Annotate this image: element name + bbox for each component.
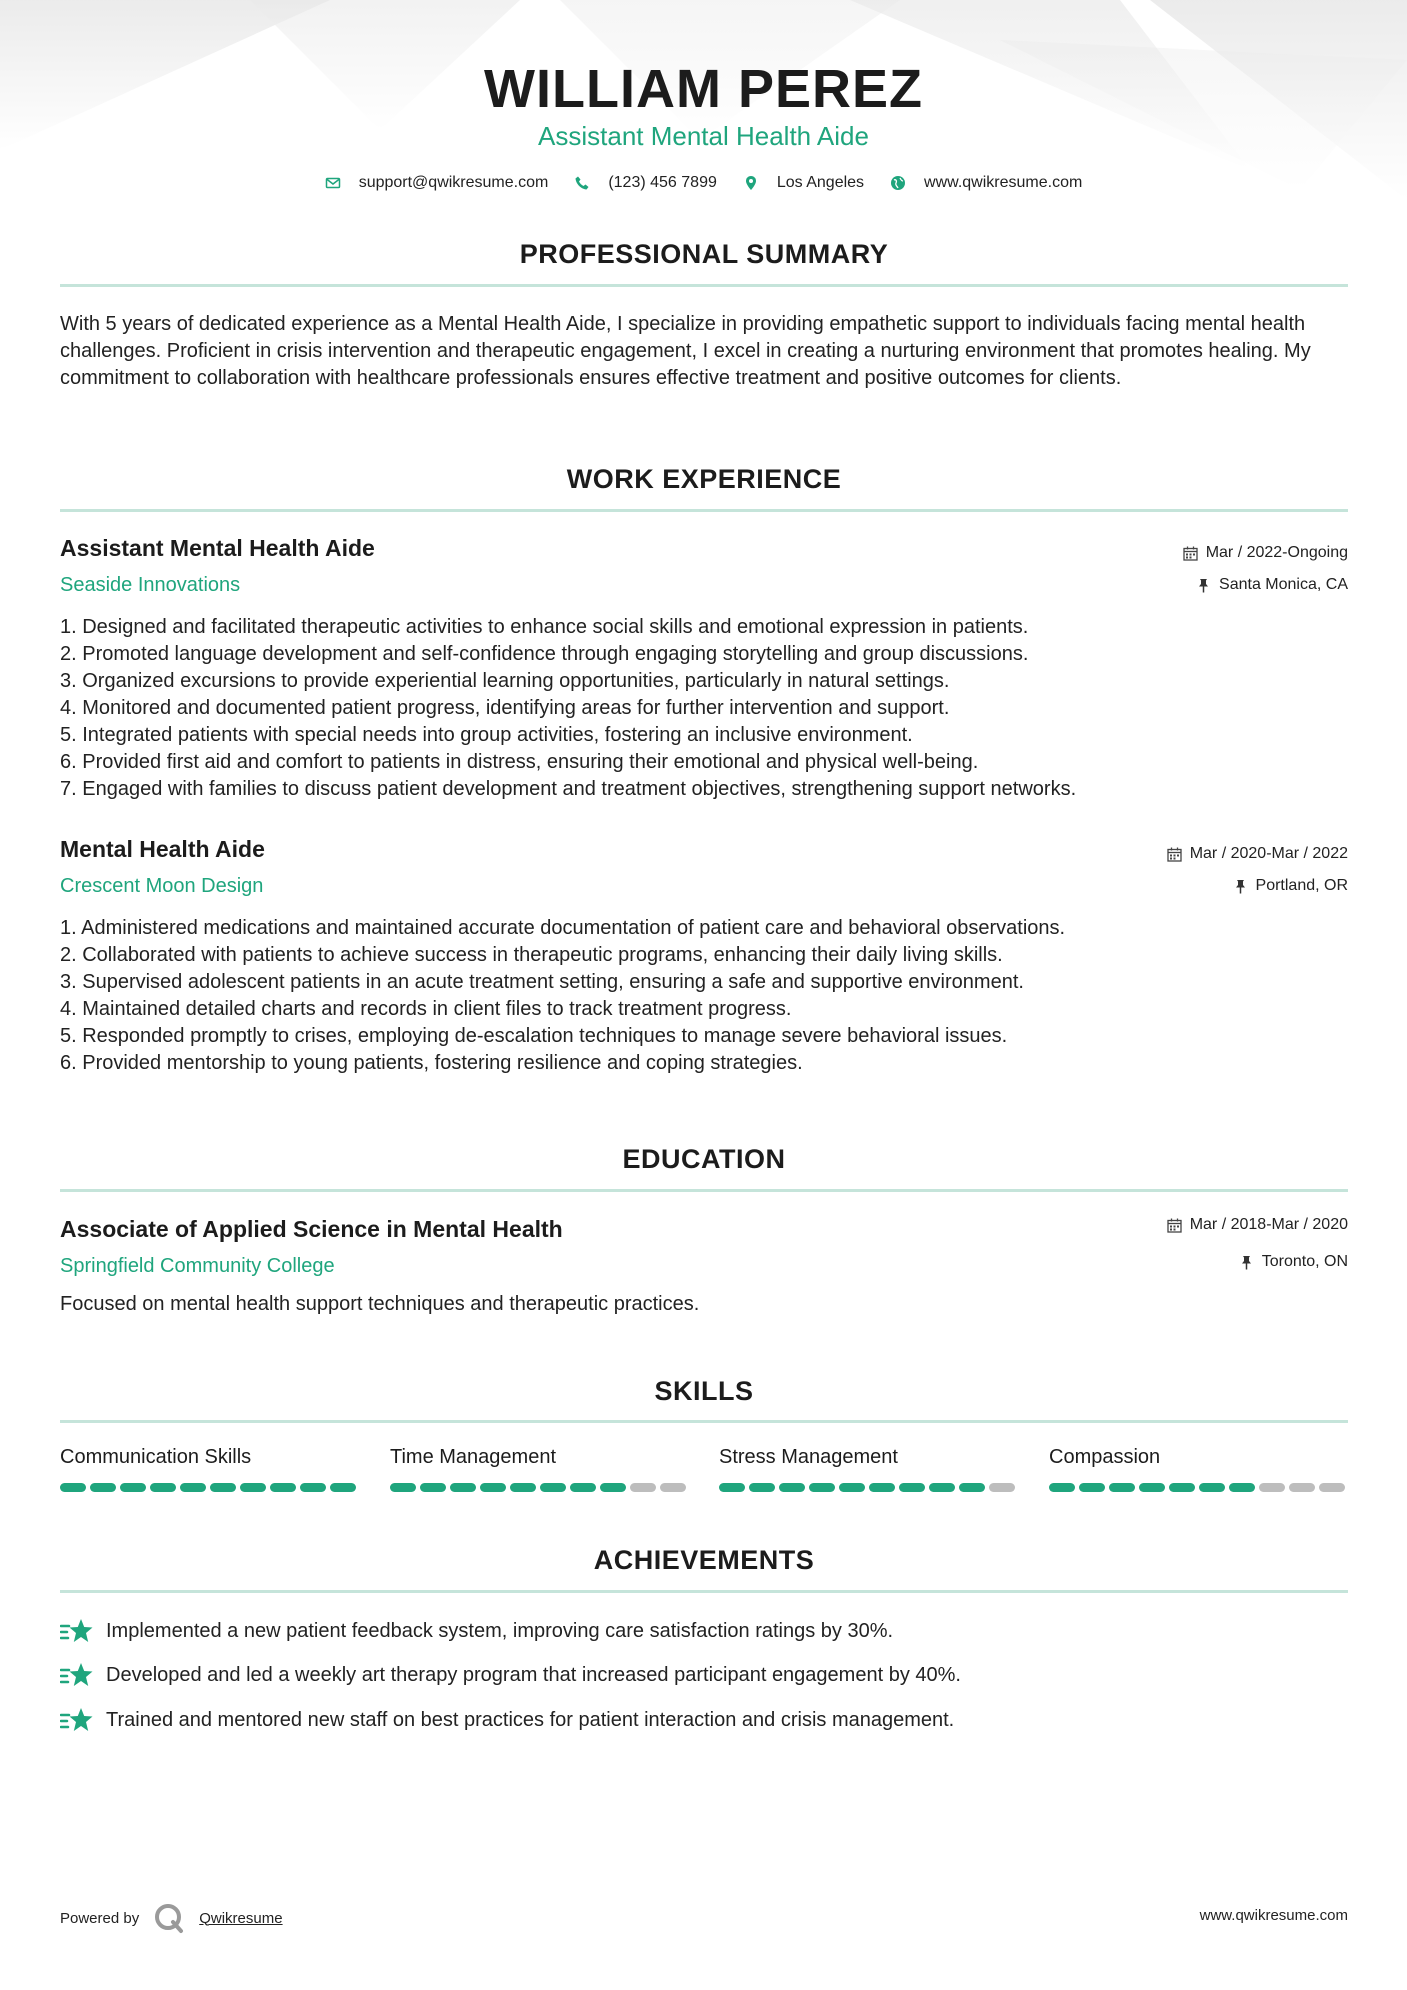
skill-segment-filled	[570, 1483, 596, 1492]
job-location-2	[1233, 877, 1348, 895]
education-date	[1167, 1216, 1348, 1234]
list-item: 5. Responded promptly to crises, employing de-escalation techniques to manage severe behavioral issues.	[60, 1025, 1008, 1047]
job-date-1	[1183, 544, 1348, 562]
skill-segment-filled	[150, 1483, 176, 1492]
pushpin-icon	[1239, 1255, 1254, 1270]
education-heading: EDUCATION	[622, 1144, 786, 1174]
skill-segment-empty	[630, 1483, 656, 1492]
skill-segment-filled	[809, 1483, 835, 1492]
contact-bar	[0, 174, 1407, 192]
skill-segment-filled	[390, 1483, 416, 1492]
skill-segment-filled	[600, 1483, 626, 1492]
skill-segment-filled	[510, 1483, 536, 1492]
skill-rating-bar	[719, 1483, 1019, 1492]
skill-segment-filled	[450, 1483, 476, 1492]
job-location-1	[1196, 576, 1348, 594]
skill-segment-filled	[1049, 1483, 1075, 1492]
skill-label: Stress Management	[719, 1446, 898, 1468]
contact-location-text: Los Angeles	[776, 174, 865, 191]
achievement-text: Developed and led a weekly art therapy program that increased participant engagement by 40%.	[106, 1663, 961, 1686]
skill-rating-bar	[390, 1483, 690, 1492]
job-location-1-text: Santa Monica, CA	[1219, 576, 1348, 593]
qwikresume-link[interactable]: Qwikresume	[199, 1909, 283, 1927]
skill-segment-filled	[929, 1483, 955, 1492]
skill-segment-filled	[1199, 1483, 1225, 1492]
skill-segment-filled	[420, 1483, 446, 1492]
list-item: 1. Administered medications and maintained accurate documentation of patient care and behavioral observations.	[60, 917, 1066, 939]
skill-communication	[60, 1446, 360, 1492]
experience-divider	[60, 509, 1348, 512]
skill-segment-filled	[120, 1483, 146, 1492]
skill-label: Compassion	[1049, 1446, 1161, 1468]
skill-rating-bar	[1049, 1483, 1349, 1492]
list-item: 5. Integrated patients with special needs into group activities, fostering an inclusive environment.	[60, 724, 913, 746]
achievements-divider	[60, 1590, 1348, 1593]
star-speed-icon	[60, 1706, 93, 1734]
skill-segment-filled	[90, 1483, 116, 1492]
job-duties-2	[60, 915, 1348, 1077]
contact-email-text: support@qwikresume.com	[358, 174, 549, 191]
education-school: Springfield Community College	[60, 1255, 335, 1277]
skill-segment-filled	[959, 1483, 985, 1492]
list-item: 7. Engaged with families to discuss patient development and treatment objectives, strengthening support networks.	[60, 778, 1077, 800]
list-item: 3. Supervised adolescent patients in an acute treatment setting, ensuring a safe and supportive environment.	[60, 971, 1024, 993]
job-title-1: Assistant Mental Health Aide	[60, 535, 375, 561]
skills-divider	[60, 1420, 1348, 1423]
list-item: 1. Designed and facilitated therapeutic activities to enhance social skills and emotional expression in patients.	[60, 616, 1029, 638]
skill-segment-filled	[240, 1483, 266, 1492]
skill-stress-management	[719, 1446, 1019, 1492]
footer-website[interactable]: www.qwikresume.com	[1199, 1907, 1348, 1924]
skill-segment-filled	[899, 1483, 925, 1492]
skill-segment-filled	[210, 1483, 236, 1492]
qwikresume-logo-icon	[153, 1902, 185, 1934]
job-date-1-text: Mar / 2022-Ongoing	[1205, 544, 1348, 561]
skill-segment-filled	[1109, 1483, 1135, 1492]
summary-heading: PROFESSIONAL SUMMARY	[519, 239, 889, 269]
list-item: 2. Collaborated with patients to achieve success in therapeutic programs, enhancing their daily living skills.	[60, 944, 1003, 966]
skill-segment-filled	[300, 1483, 326, 1492]
candidate-name: WILLIAM PEREZ	[484, 59, 923, 119]
skill-segment-filled	[1169, 1483, 1195, 1492]
contact-website-text: www.qwikresume.com	[924, 174, 1083, 191]
list-item: 6. Provided mentorship to young patients, fostering resilience and coping strategies.	[60, 1052, 803, 1074]
contact-phone-text: (123) 456 7899	[608, 174, 717, 191]
skill-segment-filled	[1229, 1483, 1255, 1492]
skill-segment-filled	[270, 1483, 296, 1492]
footer-powered-by	[60, 1902, 283, 1934]
skill-rating-bar	[60, 1483, 360, 1492]
skill-segment-filled	[749, 1483, 775, 1492]
star-speed-icon	[60, 1617, 93, 1645]
skill-segment-filled	[719, 1483, 745, 1492]
skill-segment-filled	[869, 1483, 895, 1492]
contact-email[interactable]	[325, 174, 549, 192]
job-date-2-text: Mar / 2020-Mar / 2022	[1189, 845, 1348, 862]
skill-segment-empty	[1319, 1483, 1345, 1492]
skills-heading: SKILLS	[654, 1376, 754, 1406]
calendar-icon	[1183, 546, 1198, 561]
pushpin-icon	[1196, 578, 1211, 593]
list-item: 3. Organized excursions to provide experiential learning opportunities, particularly in natural settings.	[60, 670, 950, 692]
powered-by-label: Powered by	[60, 1909, 140, 1927]
achievement-item-1	[60, 1617, 893, 1645]
skill-segment-filled	[180, 1483, 206, 1492]
education-description: Focused on mental health support techniques and therapeutic practices.	[60, 1293, 700, 1315]
skill-compassion	[1049, 1446, 1349, 1492]
education-degree: Associate of Applied Science in Mental Health	[60, 1216, 563, 1242]
skill-segment-empty	[1289, 1483, 1315, 1492]
skill-label: Time Management	[390, 1446, 556, 1468]
map-pin-icon	[743, 175, 759, 191]
calendar-icon	[1167, 1218, 1182, 1233]
skill-segment-filled	[480, 1483, 506, 1492]
contact-phone[interactable]	[574, 174, 717, 192]
list-item: 4. Maintained detailed charts and records in client files to track treatment progress.	[60, 998, 792, 1020]
skill-segment-filled	[540, 1483, 566, 1492]
job-location-2-text: Portland, OR	[1255, 877, 1348, 894]
education-location-text: Toronto, ON	[1261, 1253, 1348, 1270]
job-date-2	[1167, 845, 1348, 863]
job-company-1: Seaside Innovations	[60, 574, 241, 596]
star-speed-icon	[60, 1661, 93, 1689]
skill-segment-empty	[660, 1483, 686, 1492]
job-title-2: Mental Health Aide	[60, 836, 265, 862]
list-item: 2. Promoted language development and self-confidence through engaging storytelling and group discussions.	[60, 643, 1029, 665]
phone-icon	[574, 175, 590, 191]
skill-segment-filled	[330, 1483, 356, 1492]
contact-website[interactable]	[890, 174, 1082, 192]
skill-segment-empty	[1259, 1483, 1285, 1492]
skill-segment-filled	[839, 1483, 865, 1492]
skill-segment-filled	[1139, 1483, 1165, 1492]
experience-heading: WORK EXPERIENCE	[566, 464, 842, 494]
skill-segment-filled	[779, 1483, 805, 1492]
skill-time-management	[390, 1446, 690, 1492]
skill-segment-filled	[1079, 1483, 1105, 1492]
globe-icon	[890, 175, 906, 191]
calendar-icon	[1167, 847, 1182, 862]
education-location	[1239, 1253, 1348, 1271]
list-item: 6. Provided first aid and comfort to patients in distress, ensuring their emotional and physical well-being.	[60, 751, 979, 773]
education-divider	[60, 1189, 1348, 1192]
achievement-item-3	[60, 1706, 954, 1734]
candidate-title: Assistant Mental Health Aide	[538, 121, 869, 151]
list-item: 4. Monitored and documented patient progress, identifying areas for further intervention and support.	[60, 697, 950, 719]
achievement-text: Trained and mentored new staff on best practices for patient interaction and crisis management.	[106, 1708, 955, 1731]
skill-segment-empty	[989, 1483, 1015, 1492]
achievement-text: Implemented a new patient feedback system, improving care satisfaction ratings by 30%.	[106, 1619, 894, 1642]
contact-location	[743, 174, 864, 192]
summary-divider	[60, 284, 1348, 287]
achievements-heading: ACHIEVEMENTS	[593, 1545, 815, 1575]
pushpin-icon	[1233, 879, 1248, 894]
skill-label: Communication Skills	[60, 1446, 252, 1468]
job-company-2: Crescent Moon Design	[60, 875, 264, 897]
skill-segment-filled	[60, 1483, 86, 1492]
education-date-text: Mar / 2018-Mar / 2020	[1189, 1216, 1348, 1233]
summary-text: With 5 years of dedicated experience as a Mental Health Aide, I specialize in providing empathetic support to individuals facing mental health challenges. Proficient in crisis intervention and therapeutic engagement, I excel in creating a nurturing environment that promotes healing. My commitment to collaboration with healthcare professionals ensures effective treatment and positive outcomes for clients.	[60, 313, 1311, 389]
envelope-icon	[325, 175, 341, 191]
achievement-item-2	[60, 1661, 961, 1689]
job-duties-1	[60, 614, 1348, 803]
